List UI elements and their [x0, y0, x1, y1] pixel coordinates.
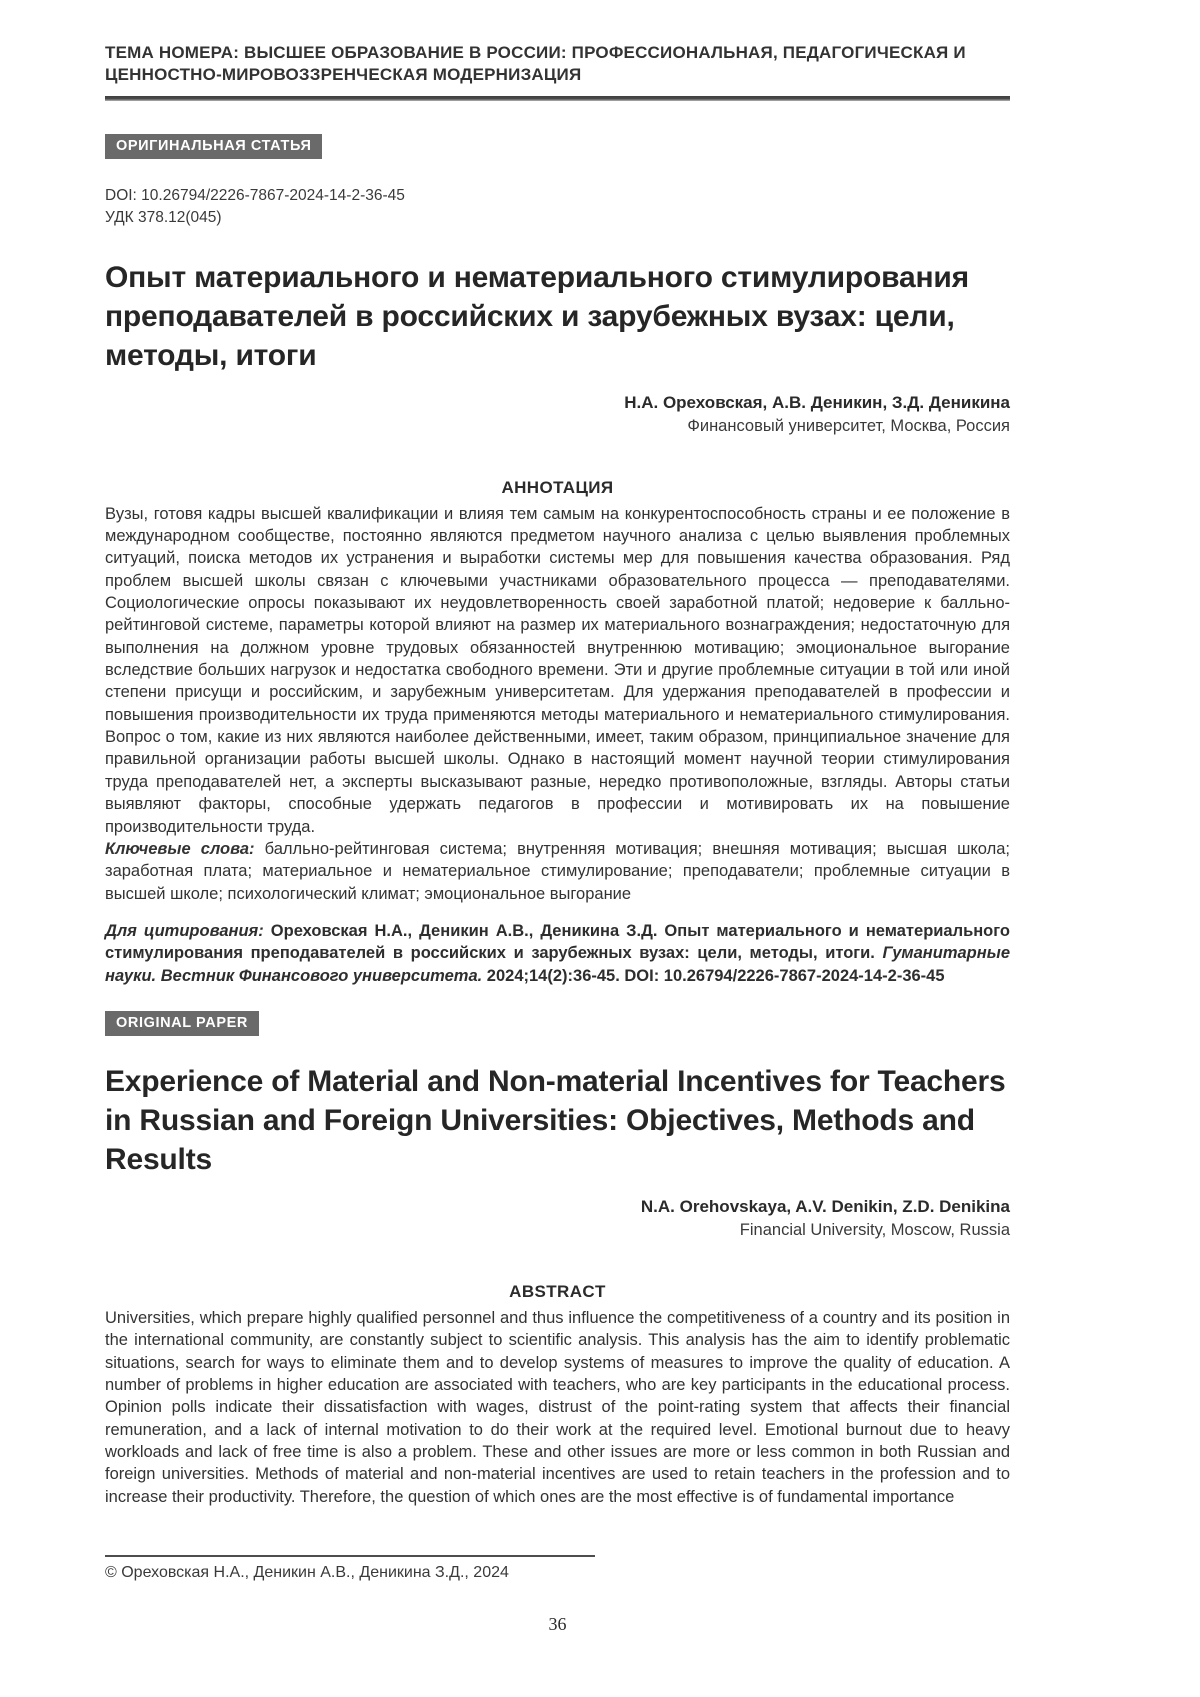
citation-main-ru: Ореховская Н.А., Деникин А.В., Деникина З.Д. Опыт материального и нематериального стимулирования преподавателей в российских и зарубежных вузах: цели, методы, итоги.	[105, 921, 1010, 963]
affiliation-en: Financial University, Moscow, Russia	[739, 1220, 1010, 1239]
article-identifiers	[105, 185, 1010, 230]
citation-tail-ru: 2024;14(2):36-45. DOI: 10.26794/2226-7867-2024-14-2-36-45	[486, 966, 945, 985]
doi-line: DOI: 10.26794/2226-7867-2024-14-2-36-45	[105, 186, 405, 204]
udk-line: УДК 378.12(045)	[105, 209, 222, 227]
keywords-label-ru: Ключевые слова:	[105, 839, 255, 858]
citation-block-ru	[105, 920, 1010, 987]
copyright-line: © Ореховская Н.А., Деникин А.В., Деникина З.Д., 2024	[105, 1564, 509, 1581]
authors-block-en	[105, 1195, 1010, 1242]
keywords-text-ru: балльно-рейтинговая система; внутренняя мотивация; внешняя мотивация; высшая школа; заработная плата; материальное и нематериальное стимулирование; преподаватели; проблемные ситуации в высшей школе; психологический климат; эмоциональное выгорание	[105, 839, 1010, 903]
authors-block-ru	[105, 391, 1010, 438]
abstract-ru	[105, 503, 1010, 905]
citation-journal-ru: Гуманитарные науки. Вестник Финансового университета.	[105, 944, 1010, 985]
article-type-badge-ru: ОРИГИНАЛЬНАЯ СТАТЬЯ	[105, 134, 322, 159]
abstract-heading-en: ABSTRACT	[509, 1281, 606, 1301]
page-number: 36	[548, 1614, 567, 1634]
footer-divider-rule	[105, 1555, 595, 1557]
authors-ru: Н.А. Ореховская, А.В. Деникин, З.Д. Деникина	[624, 392, 1010, 412]
article-title-en: Experience of Material and Non-material Incentives for Teachers in Russian and Foreign Universities: Objectives, Methods and Results	[105, 1064, 1006, 1176]
abstract-heading-ru: АННОТАЦИЯ	[501, 477, 614, 497]
page-footer	[105, 1555, 1010, 1635]
abstract-text-ru: Вузы, готовя кадры высшей квалификации и влияя тем самым на конкурентоспособность страны и ее положение в международном сообществе, постоянно являются предметом научного анализа с целью выявления проблемных ситуаций, поиска методов их устранения и выработки системы мер для повышения качества образования. Ряд проблем высшей школы связан с ключевыми участниками образовательного процесса — преподавателями. Социологические опросы показывают их неудовлетворенность своей заработной платой; недоверие к балльно-рейтинговой системе, параметры которой влияют на размер их материального вознаграждения; недостаточную для выполнения на должном уровне трудовых обязанностей внутреннюю мотивацию; эмоциональное выгорание вследствие больших нагрузок и недостатка свободного времени. Эти и другие проблемные ситуации в той или иной степени присущи и российским, и зарубежным университетам. Для удержания преподавателей в профессии и повышения производительности их труда применяются методы материального и нематериального стимулирования. Вопрос о том, какие из них являются наиболее действенными, имеет, таким образом, принципиальное значение для правильной организации работы высшей школы. Однако в настоящий момент научной теории стимулирования труда преподавателей нет, а эксперты высказывают разные, нередко противоположные, взгляды. Авторы статьи выявляют факторы, способные удержать педагогов в профессии и мотивировать их на повышение производительности труда.	[105, 504, 1010, 836]
citation-label-ru: Для цитирования:	[105, 921, 271, 940]
affiliation-ru: Финансовый университет, Москва, Россия	[687, 416, 1010, 435]
abstract-en: Universities, which prepare highly qualified personnel and thus influence the competitiveness of a country and its position in the international community, are constantly subject to scientific analysis. This analysis has the aim to identify problematic situations, search for ways to eliminate them and to develop systems of measures to improve the quality of education. A number of problems in higher education are associated with teachers, who are key participants in the educational process. Opinion polls indicate their dissatisfaction with wages, distrust of the point-rating system that affects their financial remuneration, and a lack of internal motivation to do their work at the required level. Emotional burnout due to heavy workloads and lack of free time is also a problem. These and other issues are more or less common in both Russian and foreign universities. Methods of material and non-material incentives are used to retain teachers in the profession and to increase their productivity. Therefore, the question of which ones are the most effective is of fundamental importance	[105, 1308, 1010, 1506]
article-type-badge-en: ORIGINAL PAPER	[105, 1011, 259, 1036]
issue-theme-title: ТЕМА НОМЕРА: ВЫСШЕЕ ОБРАЗОВАНИЕ В РОССИИ: ПРОФЕССИОНАЛЬНАЯ, ПЕДАГОГИЧЕСКАЯ И ЦЕННОСТНО-МИРОВОЗЗРЕНЧЕСКАЯ МОДЕРНИЗАЦИЯ	[105, 43, 966, 85]
article-title-ru: Опыт материального и нематериального стимулирования преподавателей в российских и зарубежных вузах: цели, методы, итоги	[105, 260, 969, 372]
authors-en: N.A. Orehovskaya, A.V. Denikin, Z.D. Denikina	[640, 1196, 1010, 1216]
